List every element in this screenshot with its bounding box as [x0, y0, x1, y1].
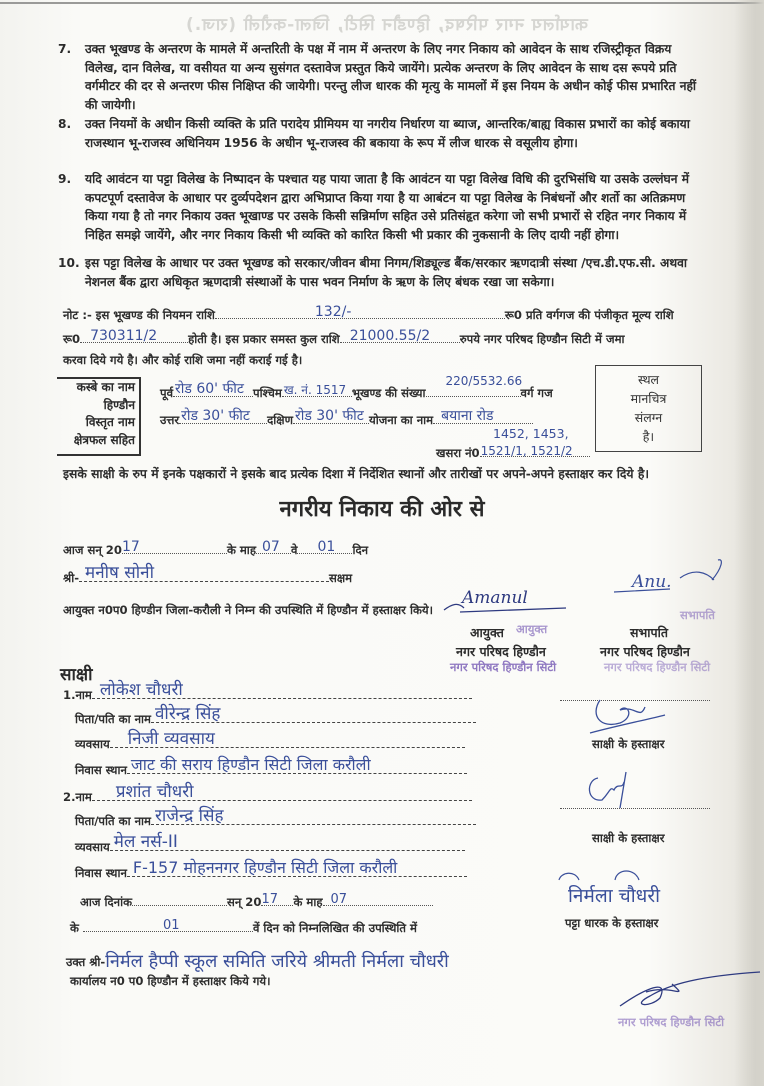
clause-7: [58, 40, 708, 114]
west-label: पश्चिम: [253, 386, 282, 400]
chairman-stamp-title: सभापति: [680, 608, 715, 622]
area-label: क्षेत्रफल सहित: [73, 432, 135, 447]
boundaries-line-1: [160, 374, 553, 401]
month-value: 07: [261, 539, 280, 555]
lessee-day-suffix: वें दिन को निम्नलिखित की उपस्थिति में: [252, 921, 417, 935]
chairman-org: नगर परिषद हिण्डौन: [600, 644, 690, 659]
west-field: [282, 384, 352, 397]
official-name-line: [63, 563, 353, 586]
north-label: उत्तर: [160, 413, 180, 427]
regularization-amount-field: [215, 306, 505, 319]
chairman-signature-flourish: [610, 556, 730, 596]
day-value: 01: [317, 539, 336, 555]
year-field: [122, 541, 227, 554]
north-value: रोड 30' फीट: [181, 408, 250, 424]
commissioner-stamp-title: आयुक्त: [516, 622, 548, 636]
lessee-date-line: [80, 893, 433, 910]
name-label: 2.नाम: [63, 790, 92, 804]
clause-text: उक्त नियमों के अधीन किसी व्यक्ति के प्रति परादेय प्रीमियम या नगरीय निर्धारण या ब्याज, आन्तरिक/बाह्य विकास प्रभारों का कोई बकाया राजस्थान भू-राजस्व अधिनियम 1956 के अधीन भू-राजस्व की बकाया के रूप में लीज धारक से वसूलीय होगा।: [85, 117, 690, 150]
lessee-signature-flourish: [555, 868, 735, 882]
site-map-text: मानचित्र: [630, 391, 667, 406]
lessee-signature: निर्मला चौधरी: [568, 885, 661, 907]
occupation-label: व्यवसाय: [75, 840, 110, 854]
south-label: दक्षिण: [267, 413, 293, 427]
witness-statement: इसके साक्षी के रुप में इनके पक्षकारों ने इसके बाद प्रत्येक दिशा में निर्देशित स्थानों और तारीखों पर अपने-अपने हस्ताक्षर कर दिये है।: [63, 467, 650, 481]
lessee-day: 01: [162, 918, 180, 933]
deposit-suffix: रुपये नगर परिषद हिण्डौन सिटी में जमा: [459, 332, 625, 346]
rs-prefix: रू0: [63, 332, 81, 346]
note-line-2: [63, 330, 625, 347]
witness-2-occupation-line: [75, 832, 465, 855]
scheme-label: योजना का नाम: [368, 413, 434, 427]
witness-2-address-field: [127, 858, 467, 877]
north-field: [179, 408, 267, 424]
date-prefix: आज सन् 20: [63, 543, 122, 557]
site-map-text: स्थल: [637, 372, 660, 387]
total-amount-field: [340, 330, 460, 343]
lessee-year-label: सन् 20: [227, 895, 262, 909]
khasra-value-line2: 1521/1, 1521/2: [480, 444, 573, 458]
witness-1-signature-label: साक्षी के हस्ताक्षर: [592, 737, 665, 751]
witness-1-father: वीरेन्द्र सिंह: [154, 704, 221, 724]
west-value: ख. नं. 1517: [283, 383, 347, 397]
lessee-month: 07: [330, 892, 348, 907]
date-line: [63, 541, 368, 558]
town-name: हिण्डौन: [103, 397, 135, 412]
witness-2-name: प्रशांत चौधरी: [115, 782, 194, 802]
witness-1-occupation-field: [110, 729, 465, 749]
witness-2-father-line: [75, 806, 476, 829]
khasra-line: [436, 444, 590, 461]
chairman-title: सभापति: [630, 625, 668, 640]
lessee-date-field: [132, 893, 227, 906]
witness-2-signature-label: साक्षी के हस्ताक्षर: [592, 831, 665, 845]
page-edge-shadow: [734, 0, 764, 1086]
witness-1-occupation: निजी व्यवसाय: [127, 729, 215, 749]
khasra-field: [480, 444, 590, 457]
khasra-value-line1: 1452, 1453,: [493, 426, 569, 441]
site-map-text: संलग्न: [634, 410, 663, 425]
note-closing: करवा दिये गये है। और कोई राशि जमा नहीं कराई गई है।: [63, 353, 303, 367]
lessee-month-label: के माह: [293, 895, 323, 909]
chairman-signature: Anu.: [632, 572, 672, 592]
witness-1-name: लोकेश चौधरी: [99, 680, 183, 700]
clause-number: 9.: [58, 172, 72, 186]
clause-number: 8.: [58, 117, 72, 131]
total-amount: 21000.55/2: [349, 328, 431, 344]
official-name-field: [79, 563, 329, 583]
father-label: पिता/पति का नाम: [75, 712, 151, 726]
day-suffix: दिन: [352, 543, 369, 557]
clause-8: [58, 115, 708, 152]
east-value: रोड 60' फीट: [175, 381, 244, 397]
south-field: [293, 408, 369, 424]
bleed-through-header: कार्यालय नगर परिषद, हिण्डौन सिटी, जिला-करौली (राज.): [185, 15, 588, 35]
commissioner-signature-flourish: [440, 600, 570, 614]
witness-1-signature: [580, 695, 670, 735]
lessee-signature-label: पट्टा धारक के हस्ताक्षर: [565, 916, 659, 930]
lessee-party-line: [66, 948, 449, 972]
commissioner-signature: Amanul: [462, 588, 528, 608]
witness-1-address-field: [127, 755, 467, 774]
clause-text: उक्त भूखण्ड के अन्तरण के मामले में अन्तरिती के पक्ष में नाम में अन्तरण के लिए नगर निकाय को आवेदन के साथ रजिस्ट्रीकृत विक्रय विलेख, दान विलेख, या वसीयत या अन्य सुसंगत दस्तावेज प्रस्तुत किये जायेंगे। प्रत्येक अन्तरण के लिए आवेदन के साथ दस रूपये प्रति वर्गमीटर की दर से अन्तरण फीस निक्षिप्त की जायेगी। परन्तु लीज धारक की मृत्यु के मामलों में इस नियम के अधीन कोई फीस प्रभारित नहीं की जायेगी।: [85, 42, 697, 112]
chairman-stamp-org: नगर परिषद हिण्डौन सिटी: [604, 660, 711, 674]
commissioner-org: नगर परिषद हिण्डौन: [456, 644, 546, 659]
witness-2-signature: [580, 770, 640, 810]
year-value: 17: [121, 539, 140, 555]
shri-label: श्री-: [63, 571, 80, 585]
regularization-amount: 132/-: [314, 304, 352, 320]
clause-9: [58, 170, 708, 244]
note-suffix: रू0 प्रति वर्गगज की पंजीकृत मूल्य राशि: [504, 308, 674, 322]
clause-text: इस पट्टा विलेख के आधार पर उक्त भूखण्ड को सरकार/जीवन बीमा निगम/शिड्यूल्ड बैंक/सरकार ऋणदात्री संस्था /एच.डी.एफ.सी. अथवा नेशनल बैंक द्वारा अधिकृत ऋणदात्री संस्थाओं के पास भवन निर्माण के ऋण के लिए बंधक रखा जा सकेगा।: [85, 256, 688, 289]
day-label: वे: [290, 543, 298, 557]
official-statement: आयुक्त न0प0 हिण्डीन जिला-करौली ने निम्न की उपस्थिति में हिण्डौन में हस्ताक्षर किये।: [63, 603, 433, 617]
town-label: कस्बे का नाम: [76, 380, 135, 394]
office-stamp: नगर परिषद हिण्डौन सिटी: [618, 1015, 725, 1029]
lessee-year: 17: [261, 892, 278, 907]
witness-1-occupation-line: [75, 729, 465, 752]
plot-count-value: 220/5532.66: [445, 374, 523, 388]
registered-value-field: [80, 330, 188, 343]
plot-count-field: [426, 374, 523, 397]
month-label: के माह: [226, 543, 256, 557]
witness-2-name-field: [92, 782, 472, 802]
office-signature: [600, 970, 764, 1010]
address-label: निवास स्थान: [75, 763, 127, 777]
note-mid-text: होती है। इस प्रकार समस्त कुल राशि: [188, 332, 340, 346]
note-line-1: [63, 306, 674, 323]
lessee-day-field: [83, 919, 253, 932]
boundaries-line-2: [160, 408, 533, 428]
registered-value: 730311/2: [90, 328, 158, 344]
top-border-line: [0, 2, 764, 4]
witness-2-occupation-field: [110, 832, 465, 852]
day-field: [297, 541, 352, 554]
witness-2-name-line: [63, 782, 472, 805]
month-field: [256, 541, 291, 554]
scheme-value: बयाना रोड: [441, 408, 494, 424]
town-name-box: [57, 377, 141, 456]
witness-1-name-line: [63, 680, 472, 703]
clause-text: यदि आवंटन या पट्टा विलेख के निष्पादन के पश्चात यह पाया जाता है कि आवंटन या पट्टा विलेख विधि की दुरभिसंधि या उसके उल्लंघन में कपटपूर्ण दस्तावेज के आधार पर दुर्व्यपदेशन द्वारा अभिप्राप्त किया गया है या आबंटन या पट्टा विलेख के निबंधनों और शर्तो का अतिक्रमण किया गया है तो नगर निकाय उक्त भूखाण्ड पर उसके किसी सन्निर्माण सहित उसे प्रतिसंहृत करेगा जो सभी प्रभारों से रहित नगर निकाय में निहित समझे जायेंगे, और नगर निकाय किसी भी व्यक्ति को कारित किसी भी प्रकार की नुकसानी के लिए दायी नहीं होगा।: [85, 172, 689, 242]
witness-1-father-field: [151, 704, 476, 724]
east-field: [173, 381, 253, 397]
south-value: रोड 30' फीट: [294, 408, 364, 424]
commissioner-title: आयुक्त: [470, 625, 504, 640]
clause-number: 7.: [58, 42, 72, 56]
lessee-year-field: [261, 893, 293, 906]
address-label: निवास स्थान: [75, 866, 127, 880]
khasra-label: खसरा नं0: [436, 446, 480, 460]
section-title: नगरीय निकाय की ओर से: [279, 497, 485, 522]
witness-1-father-line: [75, 704, 476, 727]
name-label: 1.नाम: [63, 688, 92, 702]
unit-label: वर्ग गज: [520, 386, 553, 400]
scheme-field: [433, 408, 533, 424]
witness-1-address: जाट की सराय हिण्डौन सिटी जिला करौली: [130, 755, 371, 774]
witness-1-name-field: [92, 680, 472, 700]
lessee-day-prefix: के: [70, 921, 79, 935]
east-label: पूर्व: [160, 386, 174, 400]
note-prefix: नोट :- इस भूखण्ड की नियमन राशि: [63, 308, 215, 322]
party-shri-label: उक्त श्री-: [66, 955, 106, 969]
clause-10: [58, 254, 708, 291]
witness-2-address-line: [75, 858, 467, 881]
witness-2-father-field: [151, 806, 476, 826]
lessee-date-prefix: आज दिनांक: [80, 895, 132, 909]
site-map-box: [595, 365, 702, 452]
father-label: पिता/पति का नाम: [75, 814, 151, 828]
site-map-text: है।: [642, 429, 655, 444]
plot-count-label: भूखण्ड की संख्या: [351, 386, 426, 400]
witness-1-address-line: [75, 755, 467, 778]
office-statement: कार्यालय न0 प0 हिण्डौन में हस्ताक्षर किये गये।: [70, 974, 271, 988]
lessee-month-field: [323, 893, 433, 906]
commissioner-stamp-org: नगर परिषद हिण्डौन सिटी: [450, 660, 557, 674]
competent-label: सक्षम: [329, 571, 353, 585]
witness-2-occupation: मेल नर्स-II: [113, 832, 178, 852]
clause-number: 10.: [58, 256, 80, 270]
official-name: मनीष सोनी: [85, 563, 154, 583]
lessee-day-line: [70, 919, 417, 936]
witnesses-title: साक्षी: [60, 665, 93, 685]
witness-2-address: F-157 मोहननगर हिण्डौन सिटी जिला करौली: [132, 858, 398, 877]
detail-label: विस्तृत नाम: [85, 415, 135, 429]
occupation-label: व्यवसाय: [75, 737, 110, 751]
witness-2-father: राजेन्द्र सिंह: [154, 806, 224, 826]
party-name: निर्मल हैप्पी स्कूल समिति जरिये श्रीमती निर्मला चौधरी: [105, 951, 449, 972]
